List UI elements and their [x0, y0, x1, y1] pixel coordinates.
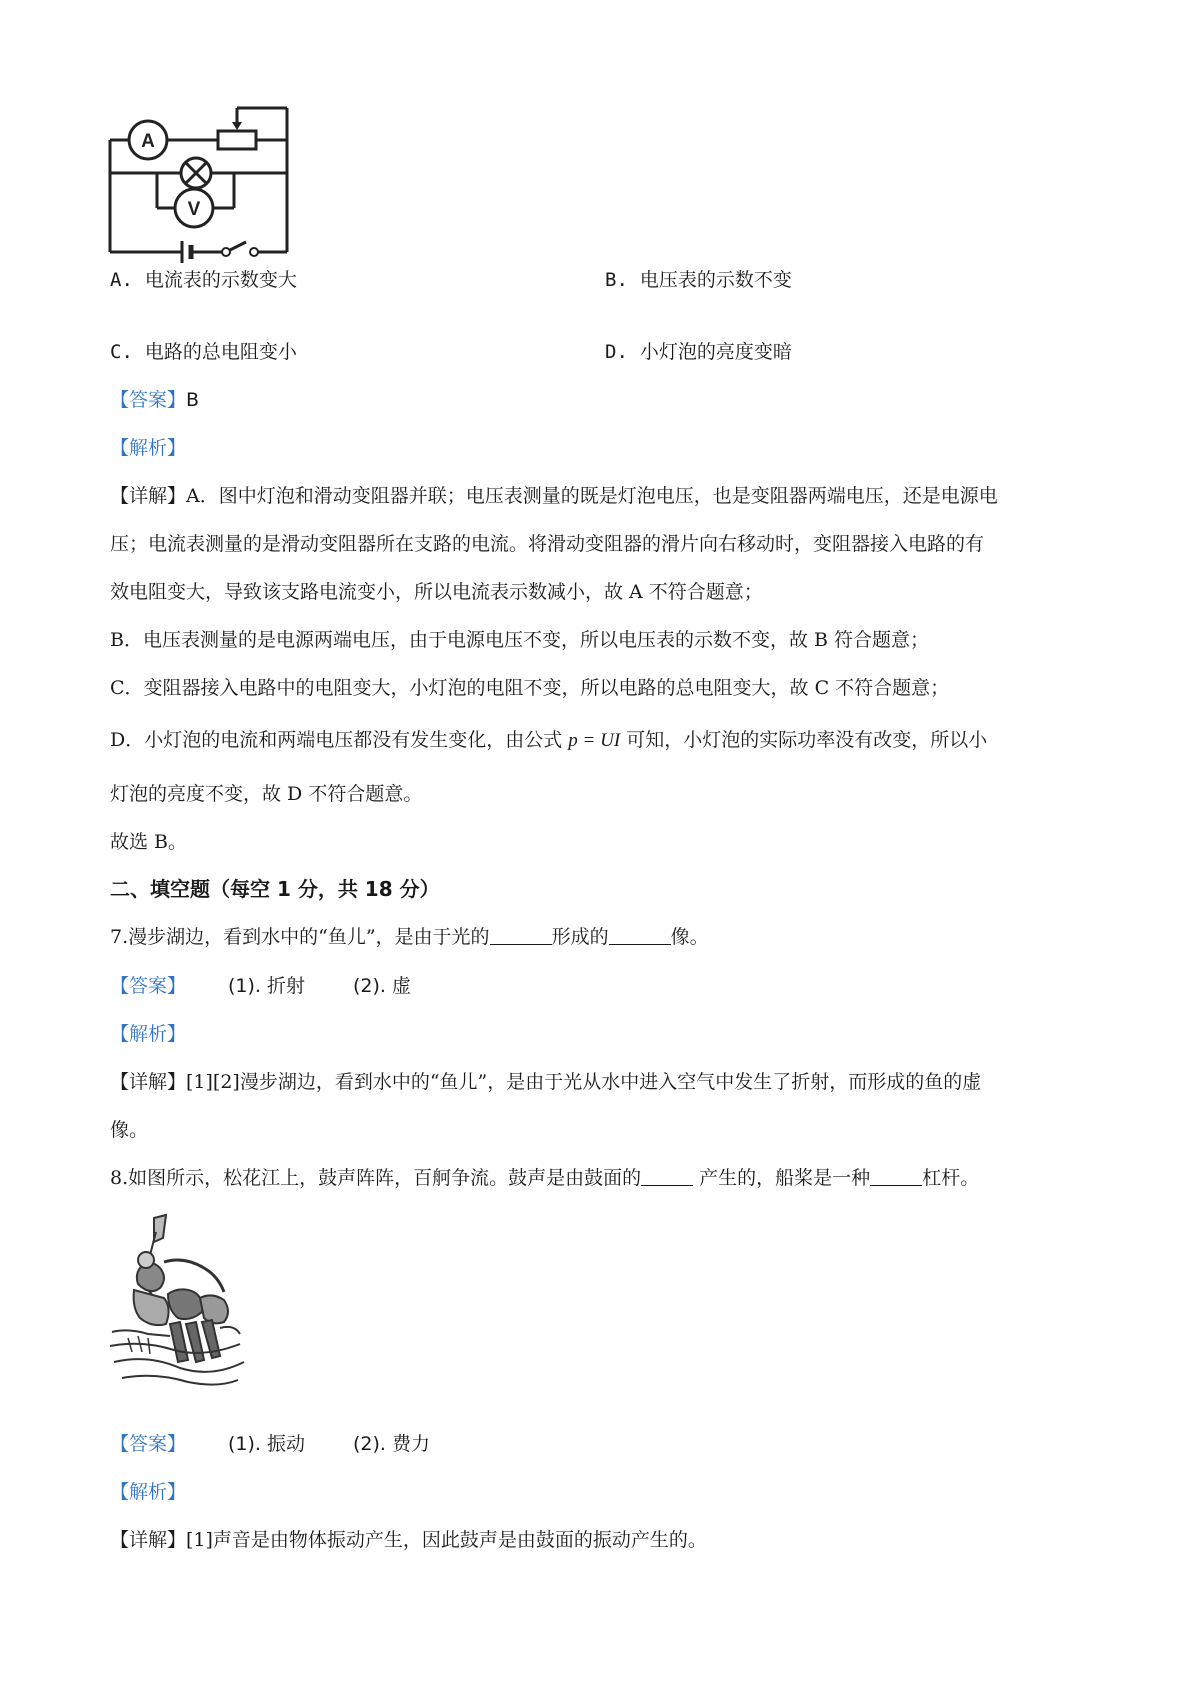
q7-stem: 7.漫步湖边，看到水中的“鱼儿”，是由于光的 形成的 像。	[110, 926, 709, 948]
q7-detail-line-1: 【详解】[1][2]漫步湖边，看到水中的“鱼儿”，是由于光从水中进入空气中发生了折射，而形成的鱼的虚	[110, 1071, 982, 1093]
option-a: A. 电流表的示数变大	[110, 269, 297, 291]
option-b: B. 电压表的示数不变	[605, 269, 792, 291]
q8-stem: 8.如图所示，松花江上，鼓声阵阵，百舸争流。鼓声是由鼓面的 产生的，船桨是一种 杠杆。	[110, 1167, 980, 1189]
switch	[222, 248, 258, 256]
blank	[609, 926, 671, 945]
ammeter-label: A	[141, 131, 155, 152]
q6-detail-line-7: 灯泡的亮度不变，故 D 不符合题意。	[110, 783, 423, 805]
ammeter	[129, 121, 167, 159]
dragon-boat-illustration	[108, 1212, 248, 1392]
q6-detail-line-3: 效电阻变大，导致该支路电流变小，所以电流表示数减小，故 A 不符合题意；	[110, 581, 763, 603]
q8-answer: 【答案】 (1). 振动 (2). 费力	[110, 1433, 431, 1455]
q6-detail-line-1: 【详解】A．图中灯泡和滑动变阻器并联；电压表测量的既是灯泡电压，也是变阻器两端电压，还是电源电	[110, 485, 998, 507]
battery	[182, 241, 199, 263]
section-heading: 二、填空题（每空 1 分，共 18 分）	[110, 877, 440, 901]
q8-detail-line-1: 【详解】[1]声音是由物体振动产生，因此鼓声是由鼓面的振动产生的。	[110, 1529, 707, 1551]
voltmeter	[175, 189, 213, 227]
blank	[870, 1167, 922, 1186]
blank	[641, 1167, 693, 1186]
q6-detail-line-5: C．变阻器接入电路中的电阻变大，小灯泡的电阻不变，所以电路的总电阻变大，故 C 不符合题意；	[110, 677, 950, 699]
q7-detail-line-2: 像。	[110, 1119, 149, 1141]
q8-analysis-label: 【解析】	[110, 1481, 187, 1503]
option-d: D. 小灯泡的亮度变暗	[605, 341, 792, 363]
q6-analysis-label: 【解析】	[110, 437, 187, 459]
q6-detail-line-2: 压；电流表测量的是滑动变阻器所在支路的电流。将滑动变阻器的滑片向右移动时，变阻器接入电路的有	[110, 533, 985, 555]
q6-detail-line-4: B．电压表测量的是电源两端电压，由于电源电压不变，所以电压表的示数不变，故 B 符合题意；	[110, 629, 930, 651]
q7-analysis-label: 【解析】	[110, 1023, 187, 1045]
circuit-diagram	[100, 100, 320, 275]
blank	[490, 926, 552, 945]
q6-conclusion: 故选 B。	[110, 831, 188, 853]
q7-answer: 【答案】 (1). 折射 (2). 虚	[110, 975, 412, 997]
lamp	[181, 158, 211, 188]
q6-detail-line-6: D．小灯泡的电流和两端电压都没有发生变化，由公式 p = UI 可知，小灯泡的实际功率没有改变，所以小	[110, 729, 988, 751]
formula: p = UI	[568, 730, 621, 751]
q6-answer: 【答案】B	[110, 389, 200, 411]
voltmeter-label: V	[187, 199, 201, 220]
option-c: C. 电路的总电阻变小	[110, 341, 297, 363]
